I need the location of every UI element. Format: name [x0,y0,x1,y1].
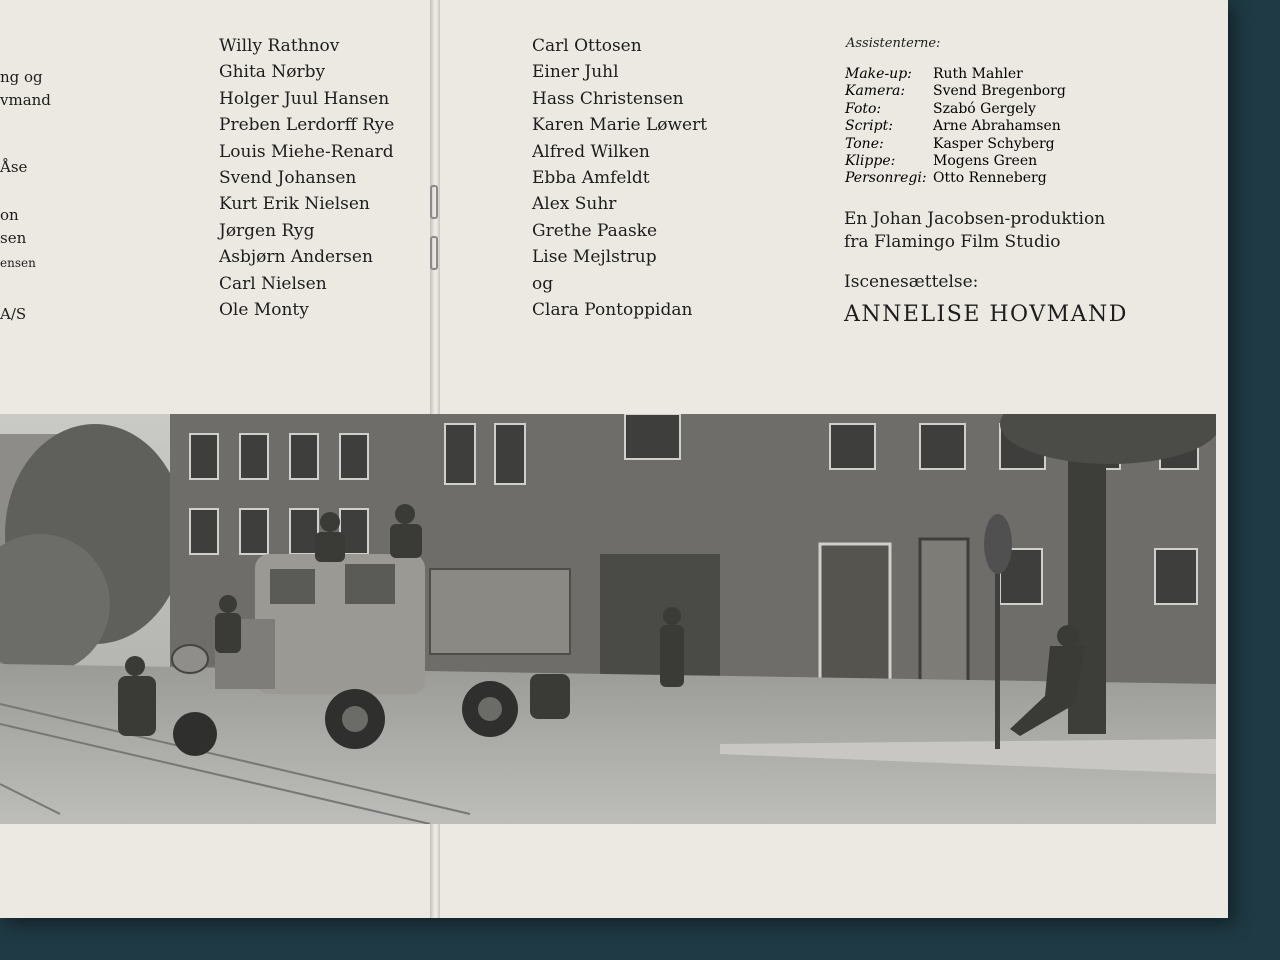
crew-role: Foto: [845,100,882,117]
crew-role: Tone: [845,135,884,152]
street-scene-photo [0,414,1216,824]
margin-fragment: ensen [0,256,36,270]
cast-name: og [532,273,554,294]
assistants-heading: Assistenterne: [846,36,941,51]
crew-role: Script: [845,118,893,135]
crew-name: Svend Bregenborg [933,83,1066,100]
crew-name: Mogens Green [933,153,1038,170]
cast-name: Preben Lerdorff Rye [219,115,395,136]
crew-row [845,136,1066,153]
director-name: ANNELISE HOVMAND [844,302,1128,327]
staple [430,185,438,219]
margin-fragment: A/S [0,305,27,323]
crew-name: Kasper Schyberg [933,135,1055,152]
crew-name: Szabó Gergely [933,100,1036,117]
cast-name: Lise Mejlstrup [532,247,657,268]
cast-name: Ebba Amfeldt [532,168,650,189]
margin-fragment: sen [0,229,27,247]
margin-fragment: on [0,206,19,224]
crew-role: Klippe: [845,153,896,170]
cast-name: Holger Juul Hansen [219,88,390,109]
crew-name: Otto Renneberg [933,170,1047,187]
margin-fragment: ng og [0,68,43,86]
cast-name: Grethe Paaske [532,220,658,241]
cast-name: Einer Juhl [532,62,619,83]
crew-row [845,153,1066,170]
photo-illustration [0,414,1216,824]
production-credit [844,208,1105,254]
production-line: fra Flamingo Film Studio [844,232,1061,252]
cast-name: Alfred Wilken [532,141,650,162]
cast-name: Carl Nielsen [219,273,327,294]
cast-column-1 [219,33,394,323]
cast-name: Willy Rathnov [219,36,340,56]
cast-name: Carl Ottosen [532,36,642,56]
cast-name: Asbjørn Andersen [219,247,373,268]
crew-row [845,118,1066,135]
cast-name: Louis Miehe-Renard [219,141,394,162]
crew-row [845,83,1066,100]
crew-row [845,170,1066,187]
cast-name: Kurt Erik Nielsen [219,194,370,215]
crew-role: Kamera: [845,83,906,100]
cast-name: Karen Marie Løwert [532,115,708,136]
cast-column-2 [532,33,707,323]
crew-row [845,101,1066,118]
crew-name: Arne Abrahamsen [933,118,1061,135]
cast-name: Ole Monty [219,300,309,321]
direction-label: Iscenesættelse: [844,272,979,292]
crew-row [845,66,1066,83]
cast-name: Svend Johansen [219,168,357,189]
cast-name: Alex Suhr [532,194,617,215]
cast-name: Clara Pontoppidan [532,300,693,321]
crew-role: Personregi: [845,170,927,187]
crew-role: Make-up: [845,66,912,82]
crew-list [845,66,1066,188]
cast-name: Jørgen Ryg [219,220,315,241]
production-line: En Johan Jacobsen-produktion [844,209,1106,229]
cast-name: Hass Christensen [532,88,684,109]
margin-fragment: Åse [0,158,28,176]
cast-name: Ghita Nørby [219,62,326,83]
crew-name: Ruth Mahler [933,66,1023,82]
staple [430,236,438,270]
margin-fragment: vmand [0,91,51,109]
